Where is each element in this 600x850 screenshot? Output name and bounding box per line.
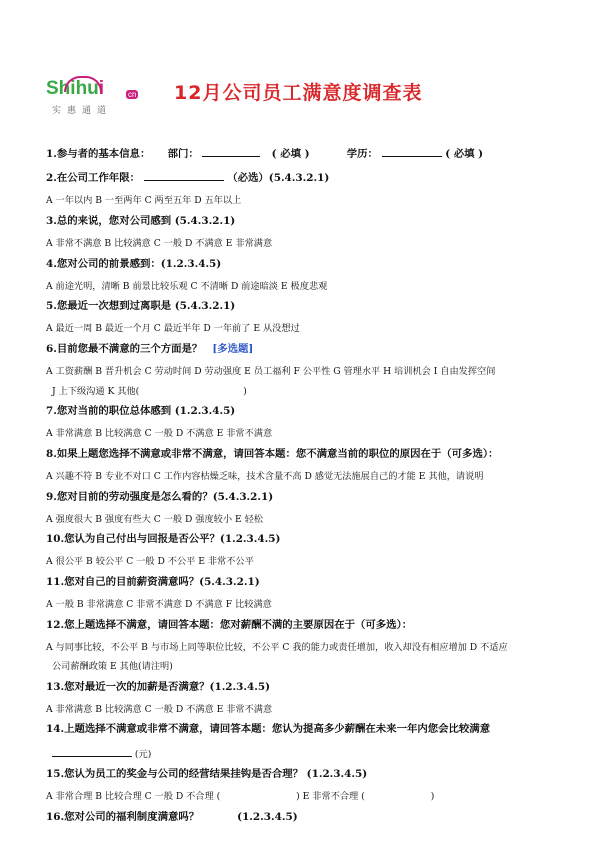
question-3: 3.总的来说，您对公司感到 (5.4.3.2.1) bbox=[46, 214, 236, 227]
question-10-options[interactable]: A 很公平 B 较公平 C 一般 D 不公平 E 非常不公平 bbox=[46, 556, 254, 568]
question-14-answer: (元) bbox=[46, 746, 566, 762]
question-12-options-row2[interactable]: 公司薪酬政策 E 其他(请注明) bbox=[52, 661, 173, 673]
question-12-options-row1[interactable]: A 与同事比较，不公平 B 与市场上同等职位比较，不公平 C 我的能力或责任增加，收入却没有相应增加 D 不适应 bbox=[46, 641, 508, 653]
question-13: 13.您对最近一次的加薪是否满意？(1.2.3.4.5) bbox=[46, 680, 270, 693]
question-15: 15.您认为员工的奖金与公司的经营结果挂钩是否合理？ (1.2.3.4.5) bbox=[46, 768, 368, 781]
question-2: 2.在公司工作年限： （必选）(5.4.3.2.1) bbox=[46, 172, 330, 185]
question-1: 1.参与者的基本信息： 部门： ( 必填 ) 学历： ( 必填 ) bbox=[46, 148, 484, 160]
question-6-options-row1[interactable]: A 工资薪酬 B 晋升机会 C 劳动时间 D 劳动强度 E 员工福利 F 公平性 G 管理水平 H 培训机会 I 自由发挥空间 bbox=[46, 366, 496, 378]
question-4: 4.您对公司的前景感到：(1.2.3.4.5) bbox=[46, 257, 222, 270]
question-11: 11.您对自己的目前薪资满意吗？(5.4.3.2.1) bbox=[46, 575, 260, 588]
survey-body bbox=[46, 146, 566, 833]
question-8: 8.如果上题您选择不满意或非常不满意，请回答本题：您不满意当前的职位的原因在于（可多选）： bbox=[46, 447, 499, 460]
question-3-options[interactable]: A 非常不满意 B 比较满意 C 一般 D 不满意 E 非常满意 bbox=[46, 238, 273, 250]
question-10: 10.您认为自己付出与回报是否公平？(1.2.3.4.5) bbox=[46, 533, 281, 546]
question-6: 6.目前您最不满意的三个方面是？ [多选题] bbox=[46, 342, 254, 355]
question-15-options[interactable]: A 非常合理 B 比较合理 C 一般 D 不合理 ( ) E 非常不合理 ( ) bbox=[46, 791, 435, 803]
multi-select-tag: [多选题] bbox=[212, 342, 254, 355]
question-8-options[interactable]: A 兴趣不符 B 专业不对口 C 工作内容枯燥乏味，技术含量不高 D 感觉无法施展自己的才能 E 其他，请说明 bbox=[46, 471, 484, 482]
department-input[interactable] bbox=[202, 146, 260, 157]
question-5-options[interactable]: A 最近一周 B 最近一个月 C 最近半年 D 一年前了 E 从没想过 bbox=[46, 323, 300, 335]
question-9: 9.您对目前的劳动强度是怎么看的？(5.4.3.2.1) bbox=[46, 490, 274, 503]
logo-wordmark: Shihui bbox=[46, 78, 105, 99]
question-9-options[interactable]: A 强度很大 B 强度有些大 C 一般 D 强度较小 E 轻松 bbox=[46, 513, 263, 525]
question-7-options[interactable]: A 非常满意 B 比较满意 C 一般 D 不满意 E 非常不满意 bbox=[46, 428, 273, 440]
company-logo bbox=[46, 78, 146, 122]
education-input[interactable] bbox=[382, 146, 442, 157]
question-2-options[interactable]: A 一年以内 B 一至两年 C 两至五年 D 五年以上 bbox=[46, 195, 242, 207]
question-5: 5.您最近一次想到过离职是 (5.4.3.2.1) bbox=[46, 300, 236, 313]
question-14: 14.上题选择不满意或非常不满意，请回答本题：您认为提高多少薪酬在未来一年内您会比较满意 bbox=[46, 723, 491, 736]
work-years-input[interactable] bbox=[144, 170, 224, 181]
question-4-options[interactable]: A 前途光明，清晰 B 前景比较乐观 C 不清晰 D 前途暗淡 E 极度悲观 bbox=[46, 280, 328, 292]
logo-tagline: 实惠通道 bbox=[52, 106, 113, 116]
question-12: 12.您上题选择不满意，请回答本题：您对薪酬不满的主要原因在于（可多选）： bbox=[46, 618, 413, 631]
logo-cn-badge: cn bbox=[128, 90, 137, 99]
question-11-options[interactable]: A 一般 B 非常满意 C 非常不满意 D 不满意 F 比较满意 bbox=[46, 599, 272, 611]
question-6-options-row2[interactable]: J 上下级沟通 K 其他( ) bbox=[52, 385, 247, 397]
question-16: 16.您对公司的福利制度满意吗？ (1.2.3.4.5) bbox=[46, 810, 298, 823]
page-title: 12月公司员工满意度调查表 bbox=[174, 82, 423, 104]
question-7: 7.您对当前的职位总体感到 (1.2.3.4.5) bbox=[46, 405, 236, 418]
question-13-options[interactable]: A 非常满意 B 比较满意 C 一般 D 不满意 E 非常不满意 bbox=[46, 703, 273, 715]
salary-increase-input[interactable] bbox=[52, 746, 132, 757]
